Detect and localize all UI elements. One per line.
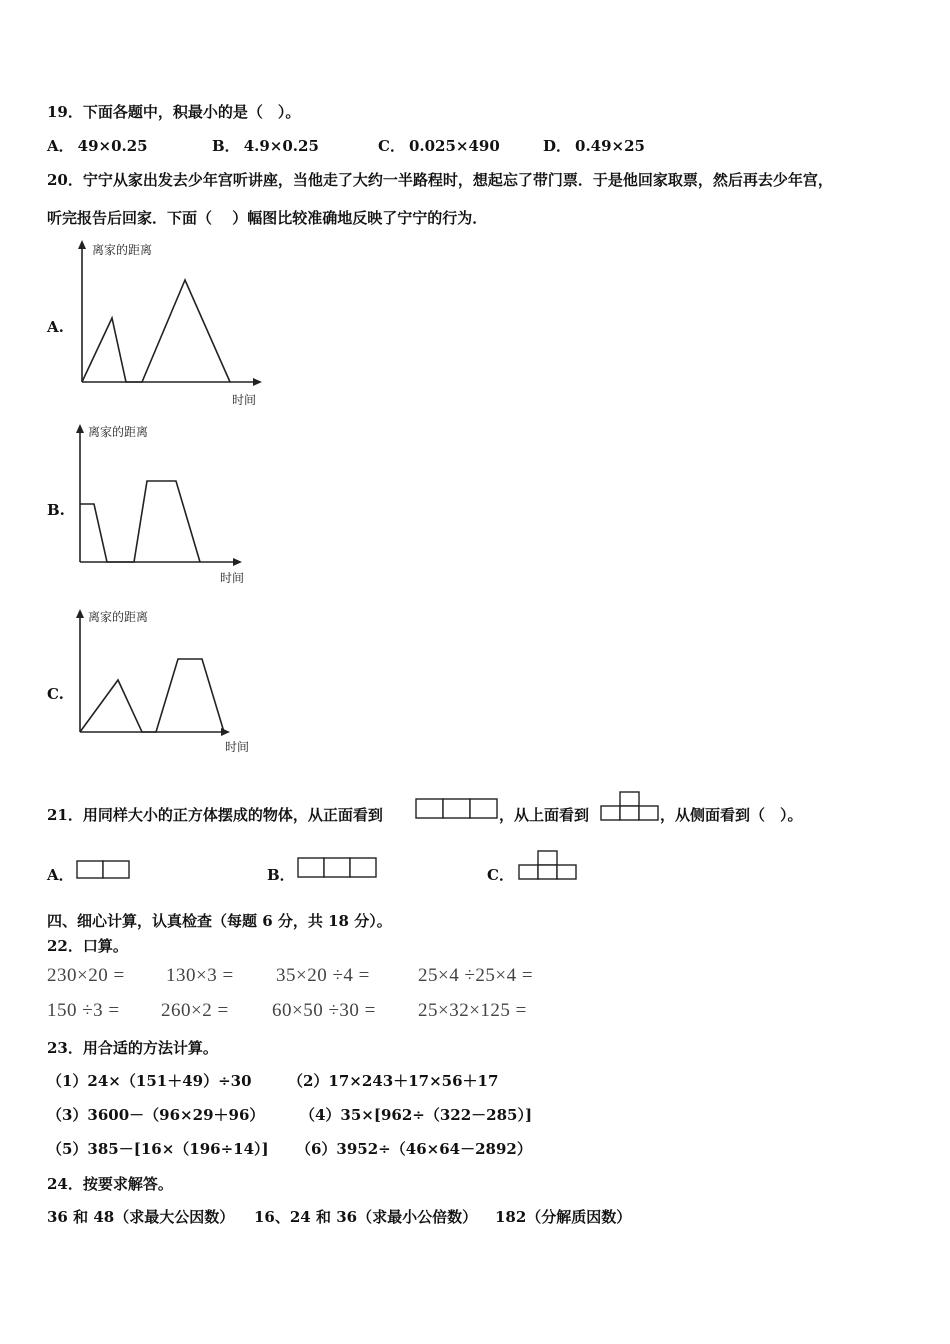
q20-graph-c: [70, 607, 260, 762]
y-axis-label: 离家的距离: [88, 610, 149, 624]
y-axis-label: 离家的距离: [88, 425, 149, 439]
q22-item: 35×20 ÷4 =: [276, 965, 370, 986]
q23-item-2: （2）17×243＋17×56＋17: [288, 1072, 499, 1090]
q23-item-3: （3）3600－（96×29＋96）: [47, 1106, 265, 1124]
q23-item-4: （4）35×[962÷（322－285）]: [300, 1106, 533, 1124]
y-axis-arrow: [78, 240, 86, 249]
q20-graph-a-label: A.: [47, 318, 64, 336]
q22-item: 25×32×125 =: [418, 1000, 527, 1021]
y-axis-arrow: [76, 609, 84, 618]
distance-line: [80, 659, 224, 732]
q21-option-a-figure: [76, 859, 132, 881]
q21-option-b-label: B．: [267, 866, 295, 884]
q21-option-a-label: A．: [47, 866, 74, 884]
q20-graph-c-label: C.: [47, 685, 64, 703]
x-axis-label: 时间: [225, 740, 250, 754]
q21-option-c-figure: [518, 850, 582, 882]
q23-item-5: （5）385－[16×（196÷14）]: [47, 1140, 269, 1158]
q22-item: 150 ÷3 =: [47, 1000, 120, 1021]
q24-stem: 24．按要求解答。: [47, 1175, 173, 1193]
q21-stem-part1: 21．用同样大小的正方体摆成的物体，从正面看到: [47, 806, 383, 824]
q22-item: 25×4 ÷25×4 =: [418, 965, 534, 986]
q21-option-b-figure: [297, 856, 379, 880]
q20-graph-b: [70, 422, 260, 592]
q19-option-d: D． 0.49×25: [543, 137, 645, 155]
q21-top-view: [600, 791, 662, 823]
q22-stem: 22．口算。: [47, 937, 128, 955]
q19-stem: 19．下面各题中，积最小的是（ ）。: [47, 103, 301, 121]
q21-stem-part2: ，从上面看到: [499, 806, 590, 824]
x-axis-label: 时间: [220, 571, 245, 585]
distance-line: [80, 481, 200, 562]
q19-option-c: C． 0.025×490: [378, 137, 500, 155]
y-axis-arrow: [76, 424, 84, 433]
q20-graph-a: [70, 238, 270, 413]
q22-item: 260×2 =: [161, 1000, 229, 1021]
x-axis-label: 时间: [232, 393, 257, 407]
q20-stem-line2: 听完报告后回家．下面（ ）幅图比较准确地反映了宁宁的行为．: [47, 209, 488, 227]
q21-front-view: [415, 797, 499, 821]
q19-option-a: A． 49×0.25: [47, 137, 148, 155]
q20-stem-line1: 20．宁宁从家出发去少年宫听讲座，当他走了大约一半路程时，想起忘了带门票．于是他回家取票，然后再去少年宫，: [47, 171, 833, 189]
q22-item: 60×50 ÷30 =: [272, 1000, 376, 1021]
q22-item: 130×3 =: [166, 965, 234, 986]
q24-item-3: 182（分解质因数）: [495, 1208, 632, 1226]
x-axis-arrow: [233, 558, 242, 566]
q19-option-b: B． 4.9×0.25: [212, 137, 319, 155]
q21-option-c-label: C．: [487, 866, 514, 884]
q22-item: 230×20 =: [47, 965, 125, 986]
q24-item-2: 16、24 和 36（求最小公倍数）: [254, 1208, 478, 1226]
q24-item-1: 36 和 48（求最大公因数）: [47, 1208, 235, 1226]
q21-stem-part3: ，从侧面看到（ ）。: [660, 806, 803, 824]
q20-graph-b-label: B.: [47, 501, 65, 519]
distance-line: [82, 280, 230, 382]
q23-stem: 23．用合适的方法计算。: [47, 1039, 218, 1057]
q23-item-1: （1）24×（151＋49）÷30: [47, 1072, 252, 1090]
q23-item-6: （6）3952÷（46×64－2892）: [296, 1140, 532, 1158]
section4-title: 四、细心计算，认真检查（每题 6 分，共 18 分）。: [47, 912, 392, 930]
y-axis-label: 离家的距离: [92, 243, 153, 257]
x-axis-arrow: [253, 378, 262, 386]
